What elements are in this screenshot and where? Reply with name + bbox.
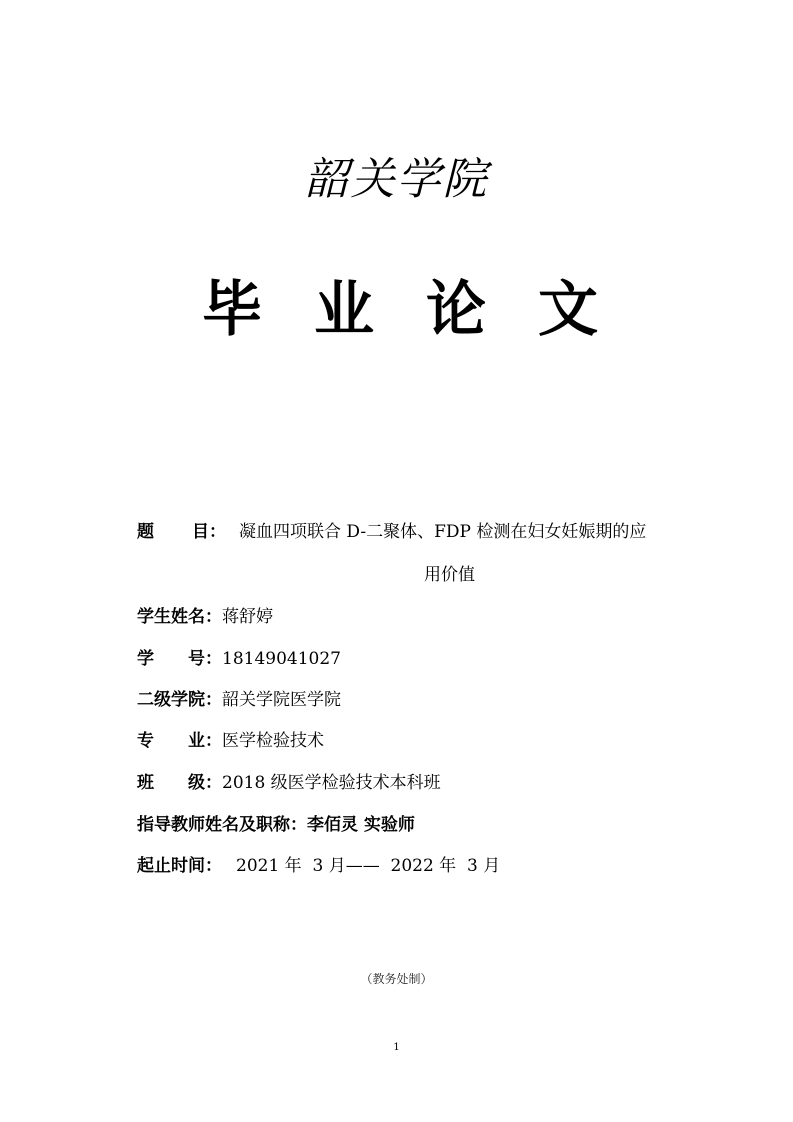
student-id-value: 18149041027 (222, 649, 341, 669)
topic-value-line2: 用价值 (424, 565, 475, 585)
topic-label-1: 题 (137, 522, 154, 542)
title-char-3: 论 (426, 275, 486, 345)
class-label-2: 级： (188, 773, 222, 793)
college-row (137, 688, 341, 712)
student-name-value: 蒋舒婷 (222, 607, 273, 627)
college-value: 韶关学院医学院 (222, 690, 341, 710)
title-char-4: 文 (538, 275, 598, 345)
major-row (137, 729, 324, 753)
college-label: 二级学院： (137, 690, 222, 710)
major-label-1: 专 (137, 731, 154, 751)
topic-row-continued (424, 563, 475, 587)
class-label-1: 班 (137, 773, 154, 793)
page-number: 1 (393, 1042, 400, 1053)
class-row (137, 771, 441, 795)
school-name-calligraphy: 韶关学院 (304, 154, 489, 205)
title-char-2: 业 (314, 275, 374, 345)
topic-value: 凝血四项联合 D-二聚体、FDP 检测在妇女妊娠期的应 (239, 522, 647, 542)
advisor-value: 李佰灵 实验师 (307, 815, 415, 835)
advisor-row (137, 813, 415, 837)
document-title (200, 270, 600, 350)
advisor-label: 指导教师姓名及职称： (137, 815, 307, 835)
student-id-row (137, 647, 341, 671)
title-char-1: 毕 (202, 275, 262, 345)
period-value: 2021 年 3 月—— 2022 年 3 月 (236, 856, 501, 876)
student-id-label-2: 号： (188, 649, 222, 669)
student-id-label-1: 学 (137, 649, 154, 669)
period-label: 起止时间： (137, 856, 222, 876)
issuing-office: （教务处制） (360, 972, 433, 986)
major-label-2: 业： (188, 731, 222, 751)
period-row (137, 854, 500, 878)
topic-label-2: 目： (192, 522, 226, 542)
topic-row (137, 520, 646, 544)
student-name-label: 学生姓名： (137, 607, 222, 627)
student-name-row (137, 605, 273, 629)
major-value: 医学检验技术 (222, 731, 324, 751)
class-value: 2018 级医学检验技术本科班 (222, 773, 441, 793)
